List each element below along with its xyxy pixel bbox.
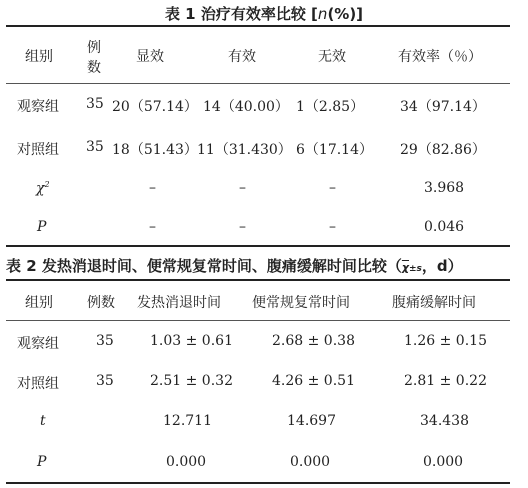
table1-caption-n: n xyxy=(317,5,328,23)
t2-row1-fever: 1.03 ± 0.61 xyxy=(150,333,233,349)
t1-p-value: 0.046 xyxy=(424,219,465,235)
t1-row1-group: 观察组 xyxy=(17,99,59,115)
table2-caption-sd-symbol: ±s xyxy=(409,264,422,274)
table1-top-rule xyxy=(6,25,510,27)
t2-header-fever: 发热消退时间 xyxy=(137,295,221,311)
t1-chi-dash-marked: – xyxy=(149,180,156,196)
t2-row1-stool: 2.68 ± 0.38 xyxy=(272,333,355,349)
t1-header-rate: 有效率（％） xyxy=(398,49,482,65)
t2-row2-group: 对照组 xyxy=(17,376,59,392)
t1-row2-effective: 11（31.430） xyxy=(197,142,292,158)
t2-row2-fever: 2.51 ± 0.32 xyxy=(150,373,233,389)
t2-p-pain: 0.000 xyxy=(423,454,464,470)
t2-row2-pain: 2.81 ± 0.22 xyxy=(404,373,487,389)
t2-t-label: t xyxy=(40,413,46,429)
t1-p-label: P xyxy=(37,219,47,235)
t2-t-fever: 12.711 xyxy=(163,413,212,429)
t1-row2-group: 对照组 xyxy=(17,142,59,158)
t2-p-label: P xyxy=(37,454,47,470)
t1-row1-invalid: 1（2.85） xyxy=(296,99,365,115)
t1-header-marked: 显效 xyxy=(136,49,164,65)
table1-caption-suffix: (%)] xyxy=(327,5,364,23)
t2-t-stool: 14.697 xyxy=(287,413,336,429)
table2-caption xyxy=(6,255,528,276)
t1-header-invalid: 无效 xyxy=(318,49,346,65)
t1-header-n-line2: 数 xyxy=(87,60,101,76)
table2-bottom-rule xyxy=(6,482,510,484)
t1-row1-rate: 34（97.14） xyxy=(400,99,486,115)
t2-row1-pain: 1.26 ± 0.15 xyxy=(404,333,487,349)
t1-p-dash-invalid: – xyxy=(329,219,336,235)
t2-header-n: 例数 xyxy=(87,295,115,311)
table2-caption-mean-symbol: $\overline{\chi}$ xyxy=(401,261,409,274)
t1-header-effective: 有效 xyxy=(228,49,256,65)
t1-chi-label xyxy=(36,180,50,197)
t2-row2-stool: 4.26 ± 0.51 xyxy=(272,373,355,389)
t1-header-n-line1: 例 xyxy=(87,40,101,56)
table1-bottom-rule xyxy=(6,245,510,247)
t1-row2-marked: 18（51.43） xyxy=(112,142,198,158)
table2-top-rule xyxy=(6,279,510,281)
t1-chi-symbol: χ xyxy=(36,180,45,197)
t2-row1-group: 观察组 xyxy=(17,336,59,352)
t2-p-fever: 0.000 xyxy=(166,454,207,470)
t2-header-stool: 便常规复常时间 xyxy=(252,295,350,311)
t1-row2-invalid: 6（17.14） xyxy=(296,142,373,158)
t1-row2-n: 35 xyxy=(86,139,104,155)
t1-chi-dash-invalid: – xyxy=(329,180,336,196)
t2-row1-n: 35 xyxy=(96,333,114,349)
t1-p-dash-effective: – xyxy=(239,219,246,235)
t1-row1-effective: 14（40.00） xyxy=(203,99,289,115)
table2-caption-suffix: ，d） xyxy=(421,257,463,275)
t1-chi-dash-effective: – xyxy=(239,180,246,196)
table2-caption-prefix: 表 2 发热消退时间、便常规复常时间、腹痛缓解时间比较（ xyxy=(6,257,402,275)
table2-header-rule xyxy=(6,320,510,321)
t1-row2-rate: 29（82.86） xyxy=(400,142,486,158)
t2-header-pain: 腹痛缓解时间 xyxy=(392,295,476,311)
t2-p-stool: 0.000 xyxy=(290,454,331,470)
t1-header-group: 组别 xyxy=(25,49,53,65)
t1-row1-marked: 20（57.14） xyxy=(112,99,198,115)
t2-header-group: 组别 xyxy=(25,295,53,311)
t1-p-dash-marked: – xyxy=(149,219,156,235)
t1-chi-superscript: 2 xyxy=(44,180,50,189)
t1-row1-n: 35 xyxy=(86,96,104,112)
table1-header-rule xyxy=(6,83,510,84)
t1-chi-value: 3.968 xyxy=(424,180,465,196)
t2-row2-n: 35 xyxy=(96,373,114,389)
table1-caption xyxy=(0,3,528,24)
t2-t-pain: 34.438 xyxy=(420,413,469,429)
table1-caption-prefix: 表 1 治疗有效率比较 [ xyxy=(164,5,318,23)
